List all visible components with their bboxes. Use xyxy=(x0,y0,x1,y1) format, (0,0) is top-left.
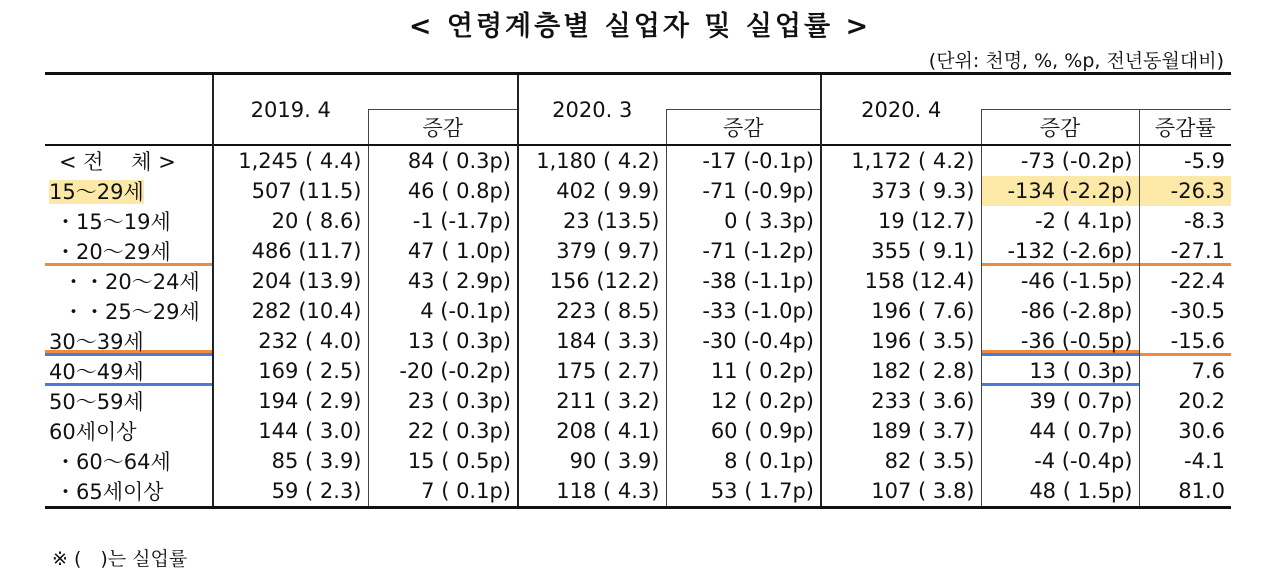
table-cell: 12 ( 0.2p) xyxy=(666,386,821,416)
table-cell: 7.6 xyxy=(1191,359,1225,383)
table-cell: 355 ( 9.1) xyxy=(821,236,981,266)
table-cell: 39 ( 0.7p) xyxy=(981,386,1139,416)
header-2020-03: 2020. 3 xyxy=(518,74,666,146)
unit-note: (단위: 천명, %, %p, 전년동월대비) xyxy=(928,50,1224,72)
table-cell: -5.9 xyxy=(1139,145,1231,176)
table-cell: 90 ( 3.9) xyxy=(518,446,666,476)
table-cell: 208 ( 4.1) xyxy=(518,416,666,446)
table-cell: -20 (-0.2p) xyxy=(368,356,518,386)
row-label: ・65세이상 xyxy=(45,476,213,508)
footnote: ※ ( )는 실업률 xyxy=(52,548,188,570)
table-cell: 11 ( 0.2p) xyxy=(666,356,821,386)
row-label: 60세이상 xyxy=(45,416,213,446)
table-cell: 20 ( 8.6) xyxy=(213,206,368,236)
table-cell: -73 (-0.2p) xyxy=(981,145,1139,176)
table-row xyxy=(45,145,1231,176)
row-label: ・・25～29세 xyxy=(45,296,213,326)
table-cell: 196 ( 7.6) xyxy=(821,296,981,326)
table-cell: 20.2 xyxy=(1178,389,1225,413)
table-cell: 47 ( 1.0p) xyxy=(368,236,518,266)
table-cell: -17 (-0.1p) xyxy=(666,145,821,176)
row-label: 30～39세 xyxy=(45,326,213,356)
row-label: ・・20～24세 xyxy=(45,266,213,296)
table-cell: 53 ( 1.7p) xyxy=(666,476,821,508)
table-cell: 182 ( 2.8) xyxy=(821,356,981,386)
table-cell: -134 (-2.2p) xyxy=(981,176,1139,206)
table-cell: -2 ( 4.1p) xyxy=(981,206,1139,236)
table-row xyxy=(45,236,1231,266)
table-cell: 59 ( 2.3) xyxy=(213,476,368,508)
header-2019-04: 2019. 4 xyxy=(213,74,368,146)
header-change-2: 증감 xyxy=(666,110,821,146)
table-row xyxy=(45,446,1231,476)
table-cell: 23 (13.5) xyxy=(518,206,666,236)
table-cell: 175 ( 2.7) xyxy=(518,356,666,386)
table-cell: 223 ( 8.5) xyxy=(518,296,666,326)
row-label: 50～59세 xyxy=(45,386,213,416)
table-cell: 84 ( 0.3p) xyxy=(368,145,518,176)
header-change-1: 증감 xyxy=(368,110,518,146)
row-label: ・20～29세 xyxy=(45,236,213,266)
table-cell: 402 ( 9.9) xyxy=(518,176,666,206)
table-cell: 1,180 ( 4.2) xyxy=(518,145,666,176)
header-change-rate: 증감률 xyxy=(1154,116,1216,140)
table-cell: 211 ( 3.2) xyxy=(518,386,666,416)
table-cell: 0 ( 3.3p) xyxy=(666,206,821,236)
table-cell: 169 ( 2.5) xyxy=(213,356,368,386)
unemployment-table xyxy=(45,72,1231,509)
header-2020-04: 2020. 4 xyxy=(821,74,981,146)
table-cell: 23 ( 0.3p) xyxy=(368,386,518,416)
table-cell: -8.3 xyxy=(1184,209,1225,233)
row-label: ・15～19세 xyxy=(45,206,213,236)
table-cell: 22 ( 0.3p) xyxy=(368,416,518,446)
table-cell: 43 ( 2.9p) xyxy=(368,266,518,296)
table-row xyxy=(45,326,1231,356)
table-cell: 7 ( 0.1p) xyxy=(368,476,518,508)
table-cell: -30 (-0.4p) xyxy=(666,326,821,356)
table-cell: 8 ( 0.1p) xyxy=(666,446,821,476)
table-cell: 379 ( 9.7) xyxy=(518,236,666,266)
table-cell: 204 (13.9) xyxy=(213,266,368,296)
row-label: < 전 체 > xyxy=(45,145,213,176)
table-cell: 82 ( 3.5) xyxy=(821,446,981,476)
table-cell: 189 ( 3.7) xyxy=(821,416,981,446)
table-cell: 233 ( 3.6) xyxy=(821,386,981,416)
table-cell: -71 (-0.9p) xyxy=(666,176,821,206)
table-cell: 13 ( 0.3p) xyxy=(368,326,518,356)
table-cell: -27.1 xyxy=(1139,236,1231,266)
table-row xyxy=(45,176,1231,206)
table-cell: 507 (11.5) xyxy=(213,176,368,206)
page-title: < 연령계층별 실업자 및 실업률 > xyxy=(408,11,872,42)
table-cell: 44 ( 0.7p) xyxy=(981,416,1139,446)
table-cell: 30.6 xyxy=(1178,419,1225,443)
table-cell: 118 ( 4.3) xyxy=(518,476,666,508)
table-row xyxy=(45,266,1231,296)
table-cell: -26.3 xyxy=(1139,176,1231,206)
table-cell: 19 (12.7) xyxy=(821,206,981,236)
table-cell: -1 (-1.7p) xyxy=(368,206,518,236)
table-cell: 156 (12.2) xyxy=(518,266,666,296)
table-row xyxy=(45,386,1231,416)
table-cell: 81.0 xyxy=(1139,476,1231,508)
table-cell: 48 ( 1.5p) xyxy=(981,476,1139,508)
table-row xyxy=(45,476,1231,508)
table-cell: -71 (-1.2p) xyxy=(666,236,821,266)
table-cell: 282 (10.4) xyxy=(213,296,368,326)
table-row xyxy=(45,356,1231,386)
table-cell: -38 (-1.1p) xyxy=(666,266,821,296)
table-cell: -22.4 xyxy=(1170,269,1225,293)
table-cell: 373 ( 9.3) xyxy=(821,176,981,206)
table-cell: 184 ( 3.3) xyxy=(518,326,666,356)
table-cell: -15.6 xyxy=(1139,326,1231,356)
table-cell: 486 (11.7) xyxy=(213,236,368,266)
table-cell: -86 (-2.8p) xyxy=(981,296,1139,326)
table-cell: 232 ( 4.0) xyxy=(213,326,368,356)
table-cell: 194 ( 2.9) xyxy=(213,386,368,416)
table-row xyxy=(45,296,1231,326)
table-cell: -4.1 xyxy=(1184,449,1225,473)
table-cell: 60 ( 0.9p) xyxy=(666,416,821,446)
row-label: 15～29세 xyxy=(49,180,144,204)
table-cell: 15 ( 0.5p) xyxy=(368,446,518,476)
table-row xyxy=(45,416,1231,446)
table-cell: -30.5 xyxy=(1170,299,1225,323)
table-cell: 85 ( 3.9) xyxy=(213,446,368,476)
table-cell: -33 (-1.0p) xyxy=(666,296,821,326)
table-cell: 1,245 ( 4.4) xyxy=(213,145,368,176)
table-cell: 144 ( 3.0) xyxy=(213,416,368,446)
table-cell: 46 ( 0.8p) xyxy=(368,176,518,206)
table-cell: 158 (12.4) xyxy=(821,266,981,296)
table-cell: 1,172 ( 4.2) xyxy=(821,145,981,176)
row-label: 40～49세 xyxy=(45,356,213,386)
header-change-3: 증감 xyxy=(981,110,1139,146)
table-row xyxy=(45,206,1231,236)
table-cell: 13 ( 0.3p) xyxy=(981,356,1139,386)
table-cell: 196 ( 3.5) xyxy=(821,326,981,356)
row-label: ・60～64세 xyxy=(45,446,213,476)
table-cell: -46 (-1.5p) xyxy=(981,266,1139,296)
table-cell: 4 (-0.1p) xyxy=(368,296,518,326)
table-cell: -36 (-0.5p) xyxy=(981,326,1139,356)
table-cell: -132 (-2.6p) xyxy=(981,236,1139,266)
table-cell: 107 ( 3.8) xyxy=(821,476,981,508)
header-blank xyxy=(45,74,213,146)
table-cell: -4 (-0.4p) xyxy=(981,446,1139,476)
